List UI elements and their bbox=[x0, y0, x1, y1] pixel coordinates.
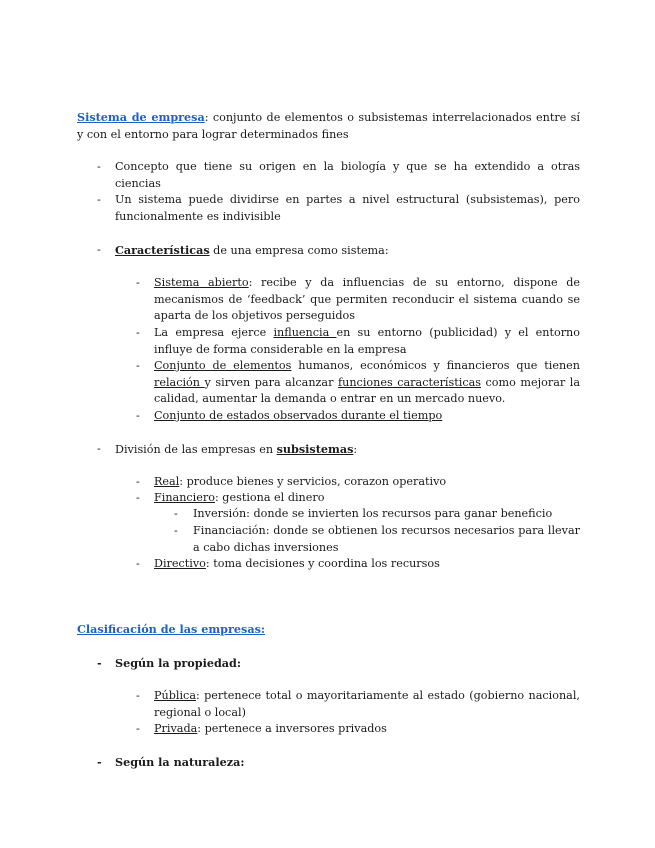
bullet-dash: - bbox=[97, 755, 102, 769]
term-conjunto-de-elementos: Conjunto de elementos bbox=[154, 359, 292, 372]
list-item-sistema-abierto bbox=[154, 275, 580, 325]
text-fragment: como mejorar la calidad, aumentar la demanda o entrar en un mercado nuevo. bbox=[154, 375, 581, 406]
list-item-financiacion: Financiación: donde se obtienen los recursos necesarios para llevar a cabo dichas inversiones bbox=[193, 524, 580, 554]
bullet-dash: - bbox=[136, 475, 140, 488]
term-sistema-abierto: Sistema abierto bbox=[154, 276, 249, 289]
list-item-subsistemas bbox=[115, 441, 580, 459]
list-item: Concepto que tiene su origen en la biología y que se ha extendido a otras ciencias bbox=[115, 160, 580, 190]
section-title-sistema-de-empresa: Sistema de empresa bbox=[77, 110, 205, 124]
bullet-dash: - bbox=[97, 193, 101, 206]
heading-segun-naturaleza: Según la naturaleza: bbox=[115, 755, 245, 769]
bullet-dash: - bbox=[97, 656, 102, 670]
term-description: : toma decisiones y coordina los recursos bbox=[205, 557, 440, 570]
bullet-dash: - bbox=[174, 507, 178, 520]
bullet-dash: - bbox=[136, 491, 140, 504]
list-item-inversion: Inversión: donde se invierten los recursos para ganar beneficio bbox=[193, 507, 553, 520]
text-fragment: : bbox=[353, 443, 358, 456]
bullet-dash: - bbox=[97, 243, 101, 256]
term-description: : produce bienes y servicios, corazon operativo bbox=[179, 475, 447, 488]
bullet-dash: - bbox=[136, 326, 140, 339]
term-description: : pertenece total o mayoritariamente al estado (gobierno nacional, regional o local) bbox=[154, 689, 580, 719]
bullet-dash: - bbox=[97, 442, 101, 455]
list-item-conjunto-estados bbox=[154, 408, 580, 425]
text-fragment: División de las empresas en bbox=[115, 443, 277, 456]
list-item-real bbox=[154, 474, 580, 491]
term-directivo: Directivo bbox=[154, 557, 206, 570]
term-relacion: relación bbox=[154, 375, 205, 389]
clasificacion-title: Clasificación de las empresas: bbox=[77, 622, 265, 636]
list-item-financiero bbox=[154, 490, 580, 507]
bullet-dash: - bbox=[136, 276, 140, 289]
list-item-privada bbox=[154, 721, 580, 738]
text-fragment: y sirven para alcanzar bbox=[204, 375, 338, 389]
list-item-influencia bbox=[154, 325, 580, 358]
bullet-dash: - bbox=[136, 359, 140, 372]
term-real: Real bbox=[154, 475, 180, 488]
list-item-directivo bbox=[154, 556, 580, 573]
term-description: : pertenece a inversores privados bbox=[197, 722, 387, 735]
term-conjunto-de-estados: Conjunto de estados observados durante el tiempo bbox=[154, 409, 443, 422]
term-description: : recibe y da influencias de su entorno, dispone de mecanismos de ‘feedback’ que permiten reconducir el sistema cuando se aparta de los objetivos perseguidos bbox=[154, 276, 580, 323]
term-financiero: Financiero bbox=[154, 491, 215, 504]
bullet-dash: - bbox=[136, 689, 140, 702]
term-funciones-caracteristicas: funciones características bbox=[338, 375, 481, 389]
bullet-dash: - bbox=[97, 160, 101, 173]
bullet-dash: - bbox=[174, 524, 178, 537]
section-title-clasificacion bbox=[77, 621, 265, 639]
term-privada: Privada bbox=[154, 722, 198, 735]
definition-paragraph bbox=[77, 109, 580, 143]
list-item: Un sistema puede dividirse en partes a nivel estructural (subsistemas), pero funcionalmente es indivisible bbox=[115, 193, 580, 223]
list-item-caracteristicas bbox=[115, 242, 580, 260]
subsistemas-heading: subsistemas bbox=[276, 442, 354, 456]
term-influencia: influencia bbox=[273, 326, 337, 339]
term-description: : gestiona el dinero bbox=[214, 491, 325, 504]
list-item-publica bbox=[154, 688, 580, 721]
text-fragment: en su entorno (publicidad) y el entorno influye de forma considerable en la empresa bbox=[154, 326, 581, 356]
bullet-dash: - bbox=[136, 557, 140, 570]
bullet-dash: - bbox=[136, 409, 140, 422]
term-publica: Pública bbox=[154, 689, 196, 702]
caracteristicas-intro: de una empresa como sistema: bbox=[209, 244, 389, 257]
text-fragment: humanos, económicos y financieros que tienen bbox=[291, 359, 581, 372]
heading-segun-propiedad: Según la propiedad: bbox=[115, 656, 241, 670]
definition-text: : conjunto de elementos o subsistemas interrelacionados entre sí y con el entorno para lograr determinados fines bbox=[77, 111, 580, 141]
text-fragment: La empresa ejerce bbox=[154, 326, 274, 339]
caracteristicas-heading: Características bbox=[115, 243, 210, 257]
list-item-conjunto-elementos bbox=[154, 358, 580, 408]
bullet-dash: - bbox=[136, 722, 140, 735]
